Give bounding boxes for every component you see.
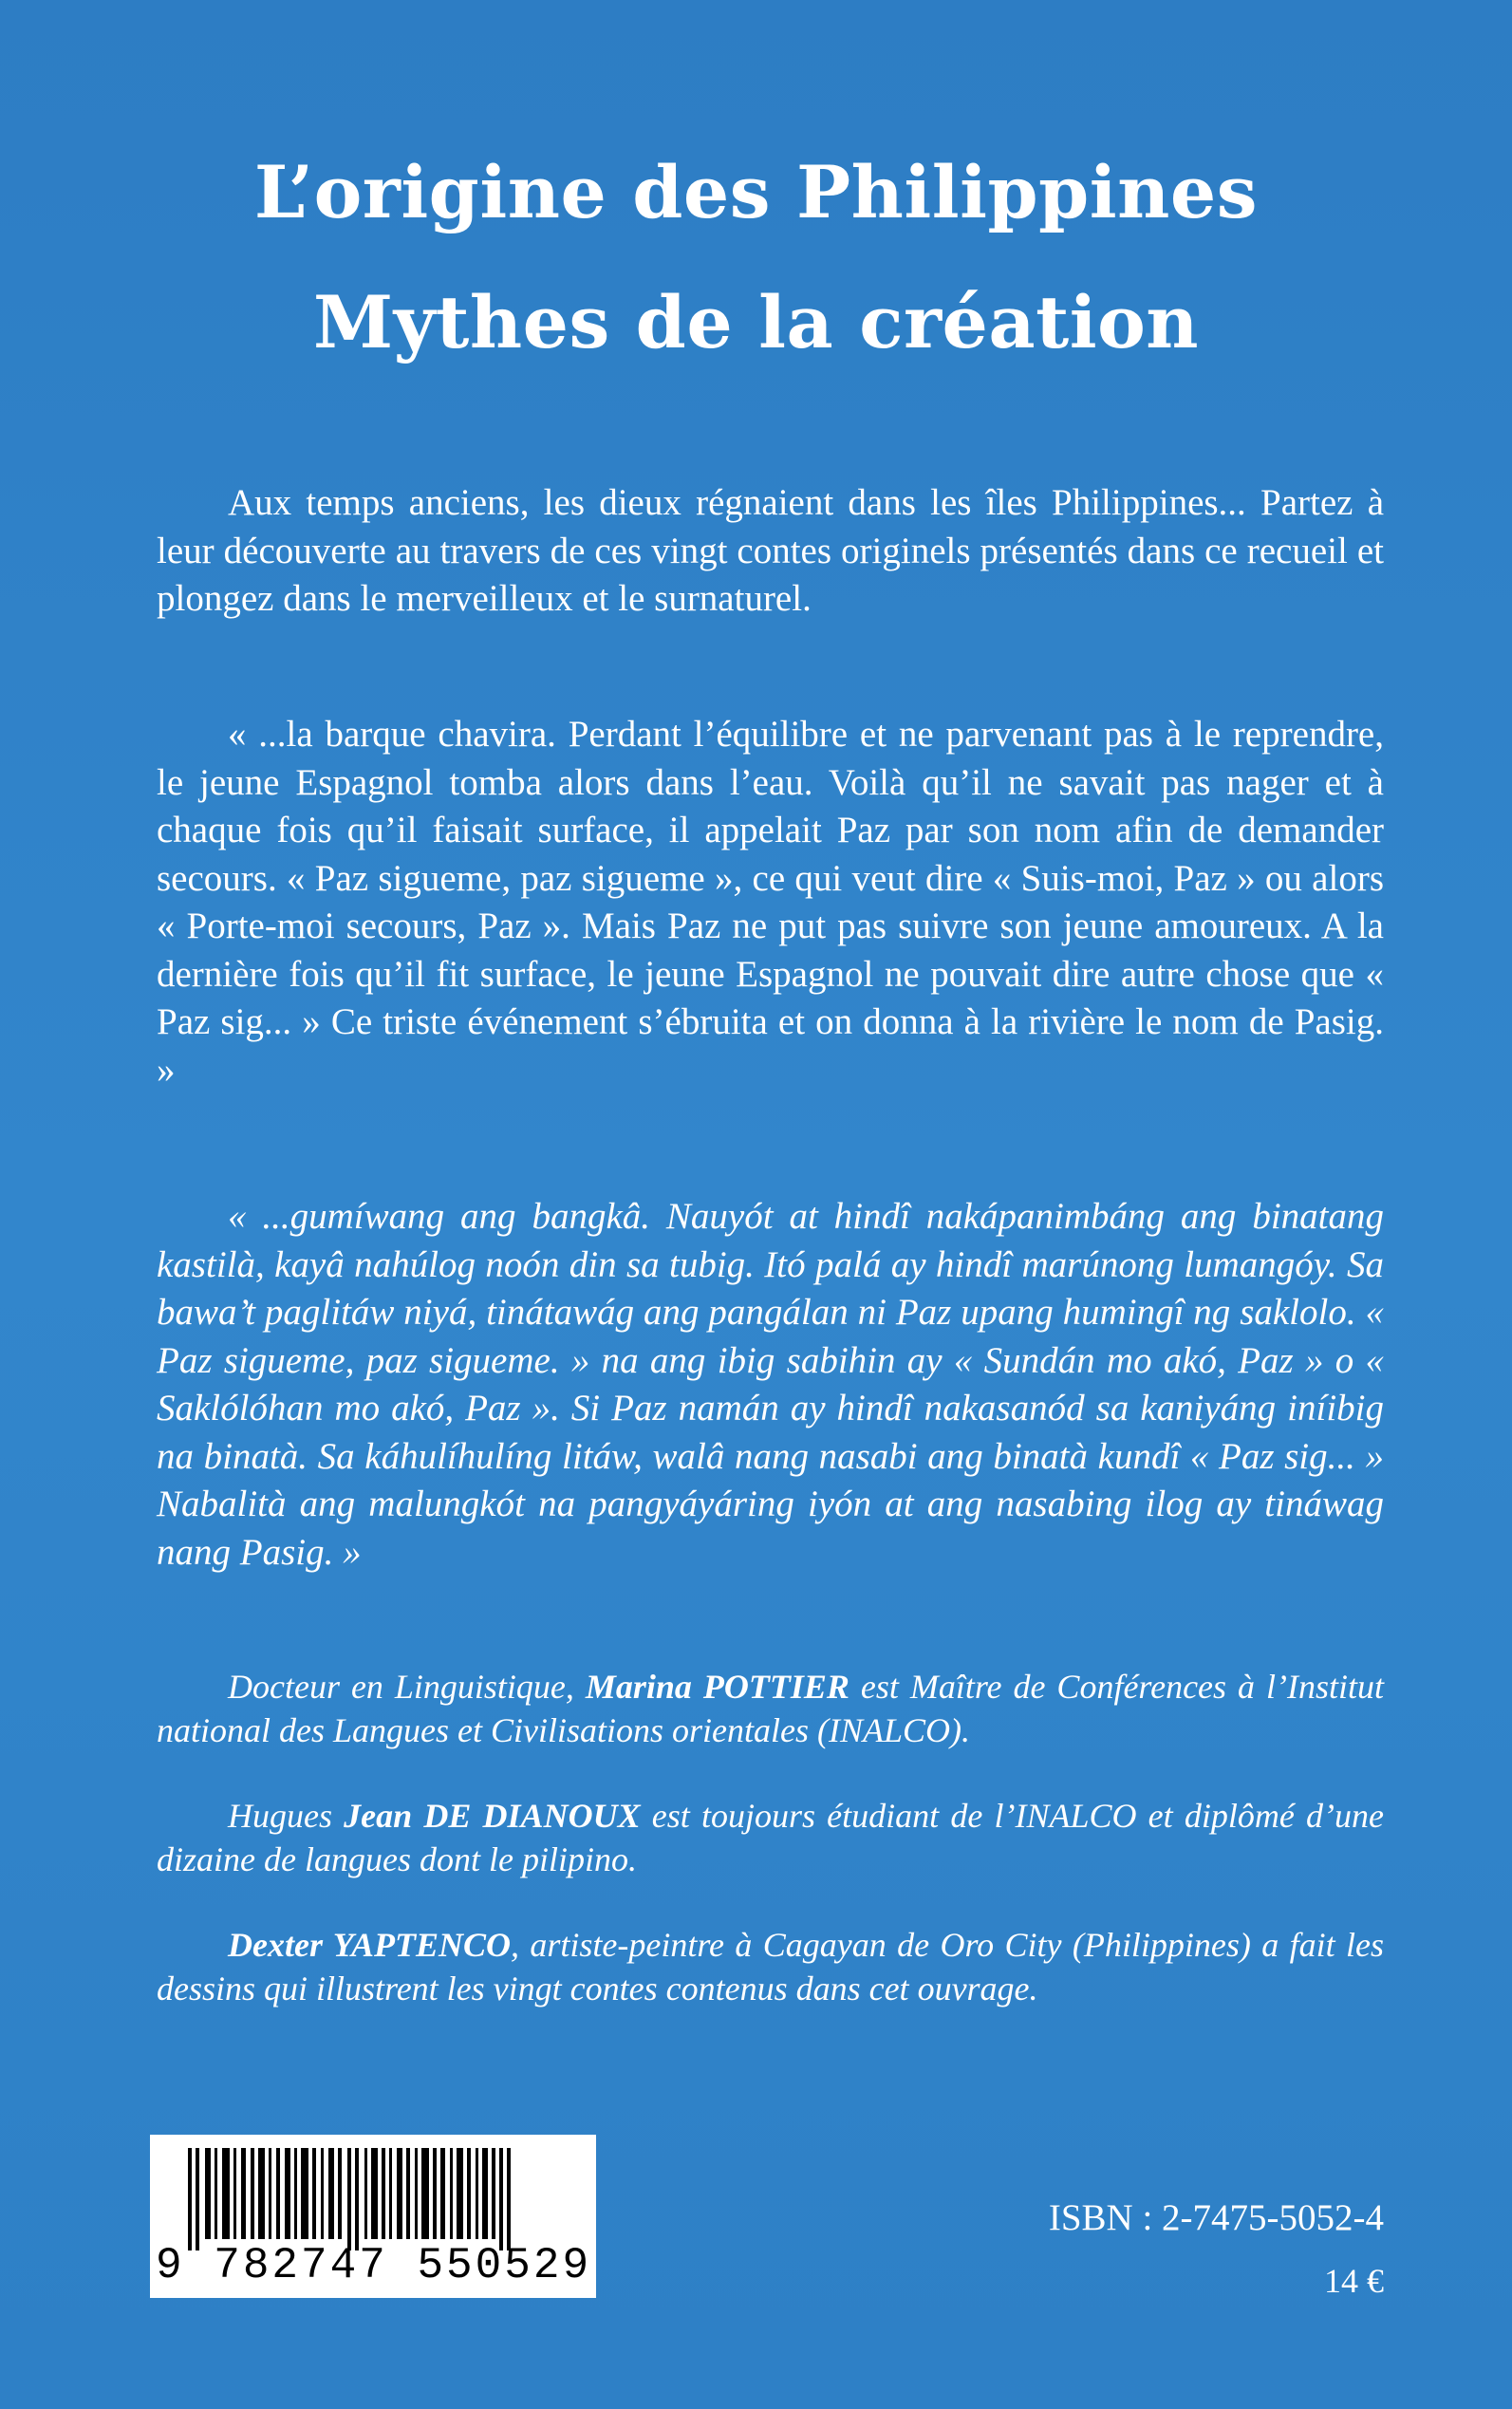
isbn: ISBN : 2-7475-5052-4 xyxy=(1048,2197,1384,2238)
bio-text: est Maître de Conférences à l’Institut national des Langues et Civilisations orientales (INALCO). xyxy=(157,1668,1384,1749)
bio-text: , artiste-peintre à Cagayan de Oro City (Philippines) a fait les dessins qui illustrent les vingt contes contenus dans cet ouvrage. xyxy=(157,1926,1384,2008)
title-line-1: L’origine des Philippines xyxy=(253,150,1259,234)
barcode xyxy=(150,2135,596,2298)
author-name: Jean DE DIANOUX xyxy=(344,1797,641,1835)
bio-text: Docteur en Linguistique, xyxy=(228,1668,586,1706)
author-name: Marina POTTIER xyxy=(585,1668,849,1706)
barcode-digits: 9 782747 550529 xyxy=(156,2241,592,2290)
illustrator-name: Dexter YAPTENCO xyxy=(228,1926,512,1964)
bio-text: Hugues xyxy=(228,1797,345,1835)
french-excerpt xyxy=(157,711,1384,1094)
bio-text: est toujours étudiant de l’INALCO et diplômé d’une dizaine de langues dont le pilipino. xyxy=(157,1797,1384,1878)
intro-paragraph xyxy=(157,479,1384,624)
intro-text: Aux temps anciens, les dieux régnaient dans les îles Philippines... Partez à leur découverte au travers de ces vingt contes originels présentés dans ce recueil et plongez dans le merveilleux et le surnaturel. xyxy=(157,482,1384,619)
author-bio-pottier xyxy=(157,1665,1384,1752)
author-bio-de-dianoux xyxy=(157,1794,1384,1881)
tagalog-excerpt xyxy=(157,1193,1384,1577)
title-line-2: Mythes de la création xyxy=(312,280,1200,364)
illustrator-bio-yaptenco xyxy=(157,1923,1384,2010)
french-excerpt-text: « ...la barque chavira. Perdant l’équilibre et ne parvenant pas à le reprendre, le jeune Espagnol tomba alors dans l’eau. Voilà qu’il ne savait pas nager et à chaque fois qu’il faisait surface, il appelait Paz par son nom afin de demander secours. « Paz sigueme, paz sigueme », ce qui veut dire « Suis-moi, Paz » ou alors « Porte-moi secours, Paz ». Mais Paz ne put pas suivre son jeune amoureux. A la dernière fois qu’il fit surface, le jeune Espagnol ne pouvait dire autre chose que « Paz sig... » Ce triste événement s’ébruita et on donna à la rivière le nom de Pasig. » xyxy=(157,714,1384,1091)
tagalog-excerpt-text: « ...gumíwang ang bangkâ. Nauyót at hindî nakápanimbáng ang binatang kastilà, kayâ nahúlog noón din sa tubig. Itó palá ay hindî marúnong lumangóy. Sa bawa’t paglitáw niyá, tinátawág ang pangálan ni Paz upang humingî ng saklolo. « Paz sigueme, paz sigueme. » na ang ibig sabihin ay « Sundán mo akó, Paz » o « Saklólóhan mo akó, Paz ». Si Paz namán ay hindî nakasanód sa kaniyáng iníibig na binatà. Sa káhulíhulíng litáw, walâ nang nasabi ang binatà kundî « Paz sig... » Nabalità ang malungkót na pangyáyáring iyón at ang nasabing ilog ay tináwag nang Pasig. » xyxy=(157,1196,1384,1573)
price: 14 € xyxy=(1324,2262,1384,2300)
